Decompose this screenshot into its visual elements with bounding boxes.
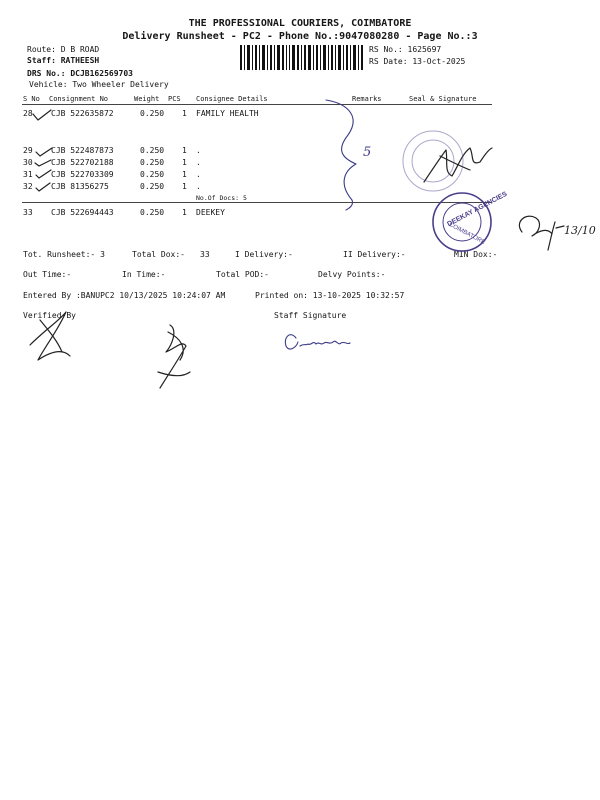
row-consignment-no: CJB 522635872 [51,109,114,118]
rs-date: RS Date: 13-Oct-2025 [369,57,466,66]
faded-seal-stamp-icon [403,131,463,191]
total-dox-label: Total Dox:- [132,250,185,259]
company-title: THE PROFESSIONAL COURIERS, COIMBATORE [188,18,412,29]
row-consignee: . [196,170,201,179]
row-consignee: . [196,146,201,155]
row-weight: 0.250 [140,109,165,118]
row-weight: 0.250 [140,158,165,167]
row-pcs: 1 [182,158,187,167]
date-signature-icon [519,216,564,250]
total-dox-value: 33 [200,250,210,259]
row-weight: 0.250 [140,146,165,155]
col-header-consignment: Consignment No [49,95,109,103]
total-pod: Total POD:- [216,270,269,279]
row-weight: 0.250 [140,182,165,191]
total-runsheet: Tot. Runsheet:- 3 [23,250,105,259]
row-consignment-no: CJB 522694443 [51,208,114,217]
row-sno: 28 [23,109,33,118]
tick-mark-icon [36,183,50,191]
tick-mark-icon [35,160,51,166]
row-consignee: . [196,158,201,167]
ii-delivery: II Delivery:- [343,250,406,259]
row-weight: 0.250 [140,170,165,179]
col-header-weight: Weight [134,95,160,103]
out-time: Out Time:- [23,270,72,279]
delvy-points: Delvy Points:- [318,270,386,279]
col-header-consignee: Consignee Details [196,95,268,103]
min-dox: MIN Dox:- [454,250,498,259]
row-consignment-no: CJB 522703309 [51,170,114,179]
handwritten-date: 13/10 [564,224,596,237]
tick-mark-icon [36,148,52,156]
rs-number: RS No.: 1625697 [369,45,442,54]
col-header-sno: S No [23,95,40,103]
vehicle-label: Vehicle: Two Wheeler Delivery [29,80,169,89]
stamp-ring-text: DEEKAY AGENCIES [446,190,509,229]
col-header-seal: Seal & Signature [409,95,477,103]
col-header-remarks: Remarks [352,95,382,103]
row-sno: 30 [23,158,33,167]
col-header-pcs: PCS [168,95,181,103]
row-pcs: 1 [182,146,187,155]
row-pcs: 1 [182,208,187,217]
printed-on: Printed on: 13-10-2025 10:32:57 [255,291,405,300]
row-consignment-no: CJB 81356275 [51,182,109,191]
row-pcs: 1 [182,182,187,191]
drs-number: DRS No.: DCJB162569703 [27,69,133,78]
row-sno: 33 [23,208,33,217]
row-sno: 31 [23,170,33,179]
staff-signature-icon [158,325,190,388]
runsheet-subtitle: Delivery Runsheet - PC2 - Phone No.:9047080280 - Page No.:3 [122,31,478,42]
verifier-signature-icon [30,312,70,360]
staff-label: Staff: RATHEESH [27,56,100,65]
row-consignee: . [196,182,201,191]
no-of-docs: No.Of Docs: 5 [196,194,247,202]
verified-by-label: Verified By [23,311,76,320]
staff-signature-handwritten-icon [285,335,350,349]
row-consignment-no: CJB 522487873 [51,146,114,155]
row-sno: 29 [23,146,33,155]
tick-mark-icon [36,170,51,178]
row-sno: 32 [23,182,33,191]
row-consignee: DEEKEY [196,208,225,217]
stamp-city-text: COIMBATORE [447,222,486,246]
i-delivery: I Delivery:- [235,250,293,259]
staff-signature-label: Staff Signature [274,311,347,320]
in-time: In Time:- [122,270,166,279]
brace-mark-icon [326,100,356,210]
row-pcs: 1 [182,109,187,118]
route-label: Route: D B ROAD [27,45,100,54]
remark-handwritten: 5 [363,145,372,160]
tick-mark-icon [33,110,51,120]
entered-by: Entered By :BANUPC2 10/13/2025 10:24:07 AM [23,291,226,300]
row-pcs: 1 [182,170,187,179]
row-consignee: FAMILY HEALTH [196,109,259,118]
row-weight: 0.250 [140,208,165,217]
row-consignment-no: CJB 522702188 [51,158,114,167]
